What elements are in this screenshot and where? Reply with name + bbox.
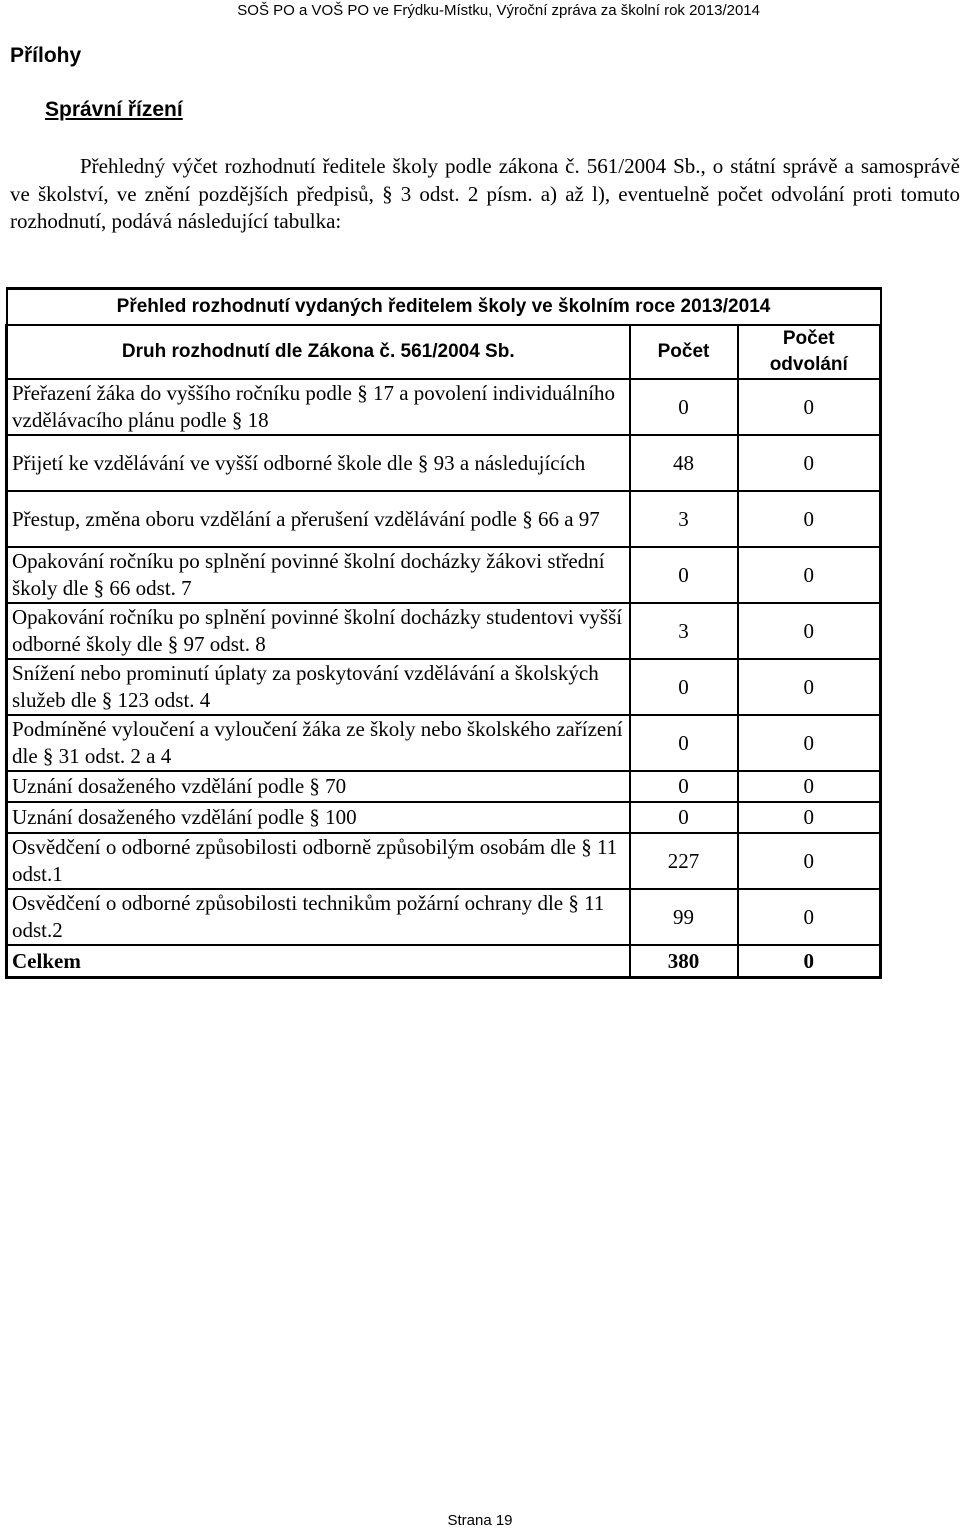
header-type: Druh rozhodnutí dle Zákona č. 561/2004 Sb. bbox=[7, 325, 630, 379]
table-row bbox=[7, 715, 881, 771]
table-row bbox=[7, 771, 881, 802]
subsection-title: Správní řízení bbox=[45, 98, 183, 121]
row-count: 0 bbox=[630, 659, 738, 715]
row-appeals: 0 bbox=[738, 435, 881, 491]
row-description: Snížení nebo prominutí úplaty za poskytování vzdělávání a školských služeb dle § 123 odst. 4 bbox=[7, 659, 630, 715]
section-title: Přílohy bbox=[10, 44, 82, 67]
row-count: 0 bbox=[630, 547, 738, 603]
table-row bbox=[7, 491, 881, 547]
intro-text: Přehledný výčet rozhodnutí ředitele školy podle zákona č. 561/2004 Sb., o státní správě a samosprávě ve školství, ve znění pozdějších předpisů, § 3 odst. 2 písm. a) až l), eventuelně počet odvolání proti tomuto rozhodnutí, podává následující tabulka: bbox=[10, 154, 960, 233]
row-count: 0 bbox=[630, 379, 738, 435]
header-appeals-label: Počet odvolání bbox=[769, 328, 848, 375]
row-appeals: 0 bbox=[738, 603, 881, 659]
intro-paragraph bbox=[10, 153, 960, 236]
row-appeals: 0 bbox=[738, 889, 881, 945]
row-description: Opakování ročníku po splnění povinné školní docházky studentovi vyšší odborné školy dle § 97 odst. 8 bbox=[7, 603, 630, 659]
row-description: Přeřazení žáka do vyššího ročníku podle § 17 a povolení individuálního vzdělávacího plánu podle § 18 bbox=[7, 379, 630, 435]
row-appeals: 0 bbox=[738, 379, 881, 435]
table-row bbox=[7, 802, 881, 833]
header-count: Počet bbox=[630, 325, 738, 379]
total-label: Celkem bbox=[7, 945, 630, 978]
row-appeals: 0 bbox=[738, 833, 881, 889]
total-appeals: 0 bbox=[738, 945, 881, 978]
row-count: 3 bbox=[630, 491, 738, 547]
page-header: SOŠ PO a VOŠ PO ve Frýdku-Místku, Výroční zpráva za školní rok 2013/2014 bbox=[237, 2, 760, 19]
row-description: Osvědčení o odborné způsobilosti odborně způsobilým osobám dle § 11 odst.1 bbox=[7, 833, 630, 889]
row-description: Podmíněné vyloučení a vyloučení žáka ze školy nebo školského zařízení dle § 31 odst. 2 a 4 bbox=[7, 715, 630, 771]
row-description: Přestup, změna oboru vzdělání a přerušení vzdělávání podle § 66 a 97 bbox=[7, 491, 630, 547]
row-appeals: 0 bbox=[738, 491, 881, 547]
row-count: 227 bbox=[630, 833, 738, 889]
decisions-table bbox=[5, 287, 882, 979]
page-number: Strana 19 bbox=[447, 1512, 513, 1529]
row-description: Osvědčení o odborné způsobilosti technikům požární ochrany dle § 11 odst.2 bbox=[7, 889, 630, 945]
row-description: Uznání dosaženého vzdělání podle § 100 bbox=[7, 802, 630, 833]
table-row bbox=[7, 435, 881, 491]
header-appeals bbox=[738, 325, 881, 379]
row-description: Přijetí ke vzdělávání ve vyšší odborné škole dle § 93 a následujících bbox=[7, 435, 630, 491]
row-count: 0 bbox=[630, 771, 738, 802]
table-caption: Přehled rozhodnutí vydaných ředitelem školy ve školním roce 2013/2014 bbox=[7, 289, 881, 326]
row-description: Opakování ročníku po splnění povinné školní docházky žákovi střední školy dle § 66 odst. 7 bbox=[7, 547, 630, 603]
table-row bbox=[7, 833, 881, 889]
total-count: 380 bbox=[630, 945, 738, 978]
row-appeals: 0 bbox=[738, 715, 881, 771]
table-row bbox=[7, 603, 881, 659]
total-row bbox=[7, 945, 881, 978]
table-row bbox=[7, 379, 881, 435]
row-count: 48 bbox=[630, 435, 738, 491]
row-count: 3 bbox=[630, 603, 738, 659]
row-description: Uznání dosaženého vzdělání podle § 70 bbox=[7, 771, 630, 802]
row-appeals: 0 bbox=[738, 547, 881, 603]
row-appeals: 0 bbox=[738, 771, 881, 802]
row-appeals: 0 bbox=[738, 802, 881, 833]
table-row bbox=[7, 659, 881, 715]
row-count: 0 bbox=[630, 802, 738, 833]
row-count: 99 bbox=[630, 889, 738, 945]
table-row bbox=[7, 889, 881, 945]
table-row bbox=[7, 547, 881, 603]
row-count: 0 bbox=[630, 715, 738, 771]
row-appeals: 0 bbox=[738, 659, 881, 715]
